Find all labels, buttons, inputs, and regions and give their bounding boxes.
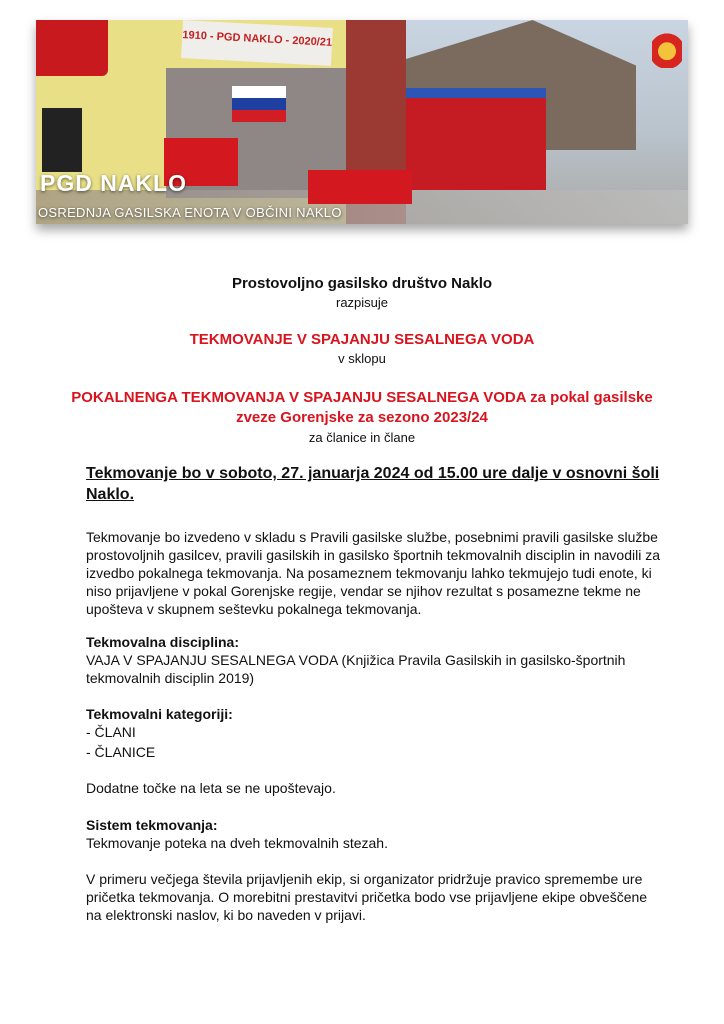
slovenian-flag bbox=[232, 86, 286, 122]
event-title: TEKMOVANJE V SPAJANJU SESALNEGA VODA bbox=[189, 331, 535, 348]
intro-line: prostovoljnih gasilcev, pravili gasilskih in gasilsko športnih tekmovalnih disciplin in navodili za bbox=[86, 547, 661, 563]
banner-title: PGD NAKLO bbox=[40, 170, 187, 196]
event-date-line1: Tekmovanje bo v soboto, 27. januarja 2024 od 15.00 ure dalje v osnovni šoli bbox=[86, 465, 660, 482]
speaker bbox=[42, 108, 82, 172]
categories-heading: Tekmovalni kategoriji: bbox=[86, 706, 233, 722]
firefighter-logo-icon bbox=[652, 26, 682, 68]
closing-line: na elektronski naslov, ki bo naveden v prijavi. bbox=[86, 907, 366, 923]
fire-truck bbox=[406, 88, 546, 190]
intro-line: izvedbo pokalnega tekmovanja. Na posameznem tekmovanju lahko tekmujejo tudi enote, ki bbox=[86, 565, 652, 581]
system-heading: Sistem tekmovanja: bbox=[86, 817, 218, 833]
category-item: - ČLANICE bbox=[86, 744, 156, 760]
event-date-line2: Naklo. bbox=[86, 486, 135, 503]
audience: za članice in člane bbox=[308, 430, 416, 445]
closing-line: pričetka tekmovanja. O morebitni prestavitvi pričetka bodo vse prijavljene ekipe obveščene bbox=[86, 889, 648, 905]
intro-line: niso prijavljene v pokal Gorenjske regije, vendar se njihov rezultat s posamezne tekme ne bbox=[86, 583, 641, 599]
within: v sklopu bbox=[338, 351, 386, 366]
intro-line: Tekmovanje bo izvedeno v skladu s Pravili gasilske službe, posebnimi pravili gasilske službe bbox=[86, 529, 658, 545]
organizer: Prostovoljno gasilsko društvo Naklo bbox=[231, 275, 493, 292]
category-item: - ČLANI bbox=[86, 724, 136, 740]
discipline-line: VAJA V SPAJANJU SESALNEGA VODA (Knjižica Pravila Gasilskih in gasilsko-športnih bbox=[86, 652, 626, 668]
header-banner-photo bbox=[36, 20, 688, 224]
closing-line: V primeru večjega števila prijavljenih ekip, si organizator pridržuje pravico spremembe ure bbox=[86, 871, 643, 887]
cup-title-line1: POKALNENGA TEKMOVANJA V SPAJANJU SESALNEGA VODA za pokal gasilske bbox=[71, 389, 653, 406]
discipline-line: tekmovalnih disciplin 2019) bbox=[86, 670, 255, 686]
awning bbox=[36, 20, 108, 76]
discipline-heading: Tekmovalna disciplina: bbox=[86, 634, 240, 650]
intro-line: upošteva v skupnem seštevku pokalnega tekmovanja. bbox=[86, 601, 422, 617]
cup-title-line2: zveze Gorenjske za sezono 2023/24 bbox=[236, 409, 488, 426]
table bbox=[308, 170, 412, 204]
bonus-note: Dodatne točke na leta se ne upoštevajo. bbox=[86, 780, 336, 796]
system-text: Tekmovanje poteka na dveh tekmovalnih stezah. bbox=[86, 835, 388, 851]
anniversary-sign: 1910 - PGD NAKLO - 2020/21 bbox=[181, 20, 333, 66]
banner-subtitle: OSREDNJA GASILSKA ENOTA V OBČINI NAKLO bbox=[38, 205, 342, 220]
announces: razpisuje bbox=[335, 295, 389, 310]
